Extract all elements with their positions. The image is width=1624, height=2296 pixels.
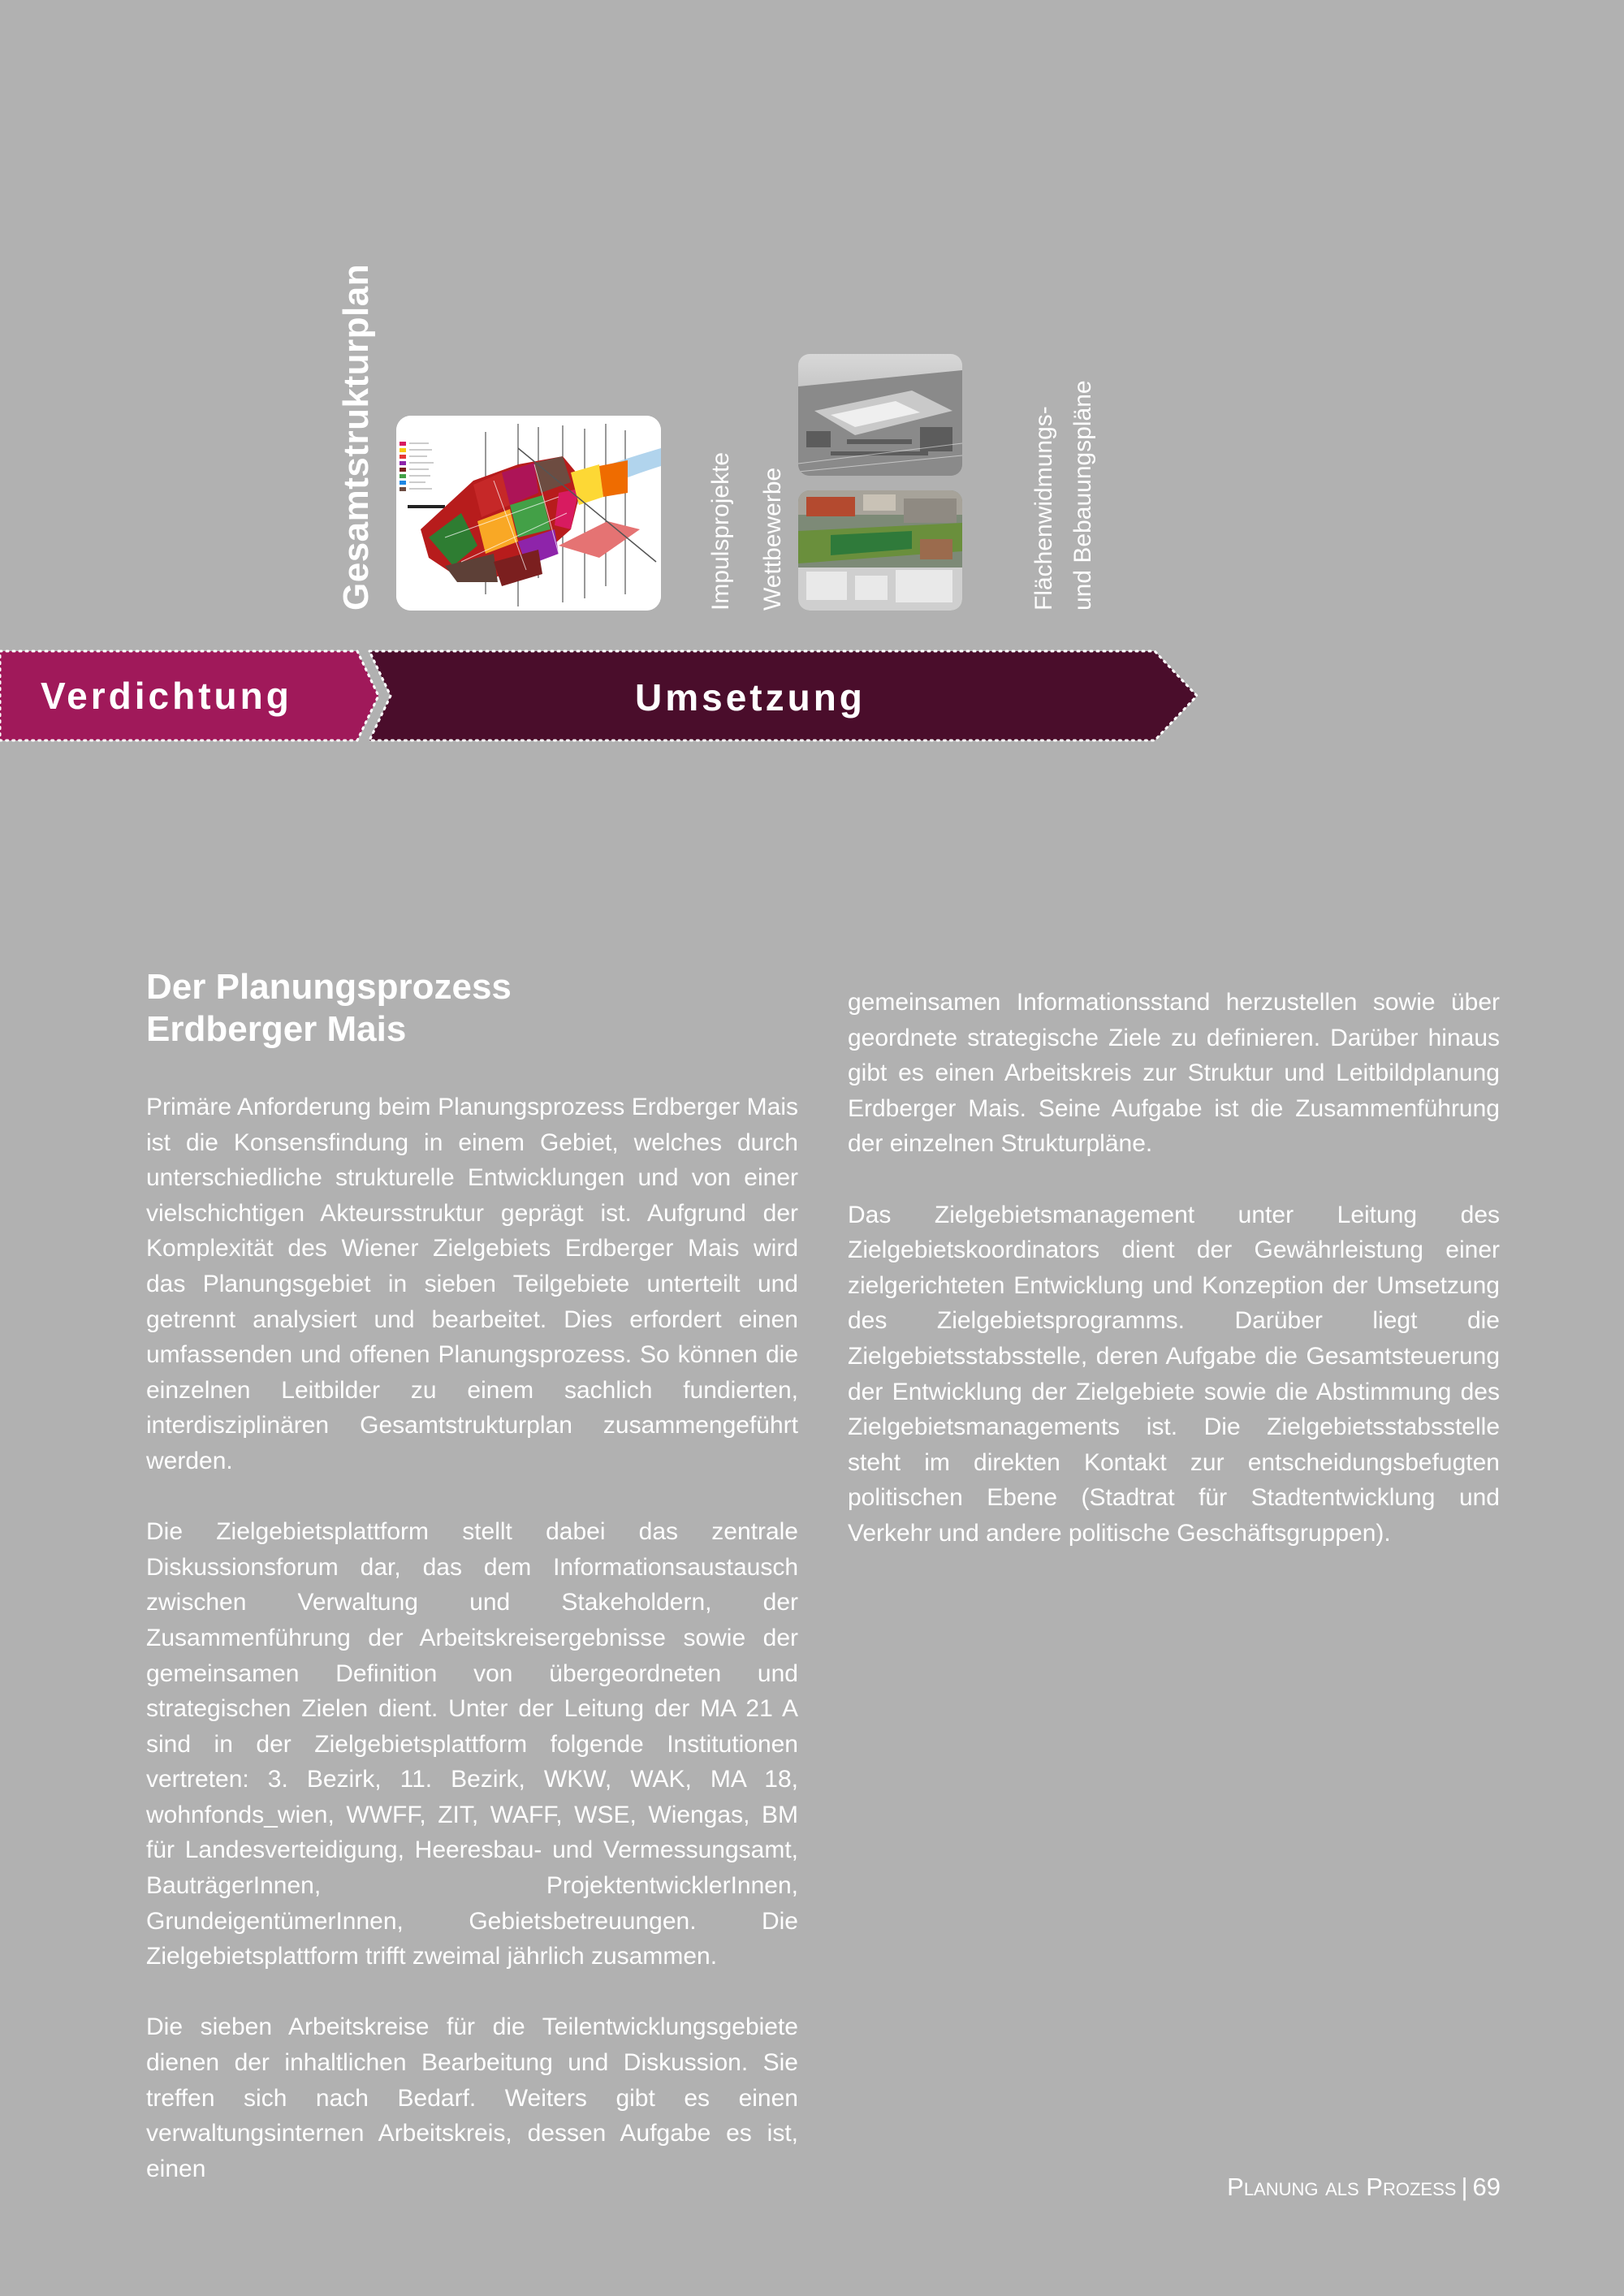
left-column xyxy=(146,1090,798,2186)
paragraph: Primäre Anforderung beim Planungsprozess Erdberger Mais ist die Konsensfindung in einem Gebiet, welches durch unterschiedliche strukturelle Entwicklungen und von einer vielschichtigen Akteursstruktur geprägt ist. Aufgrund der Komplexität des Wiener Zielgebiets Erdberger Mais wird das Planungsgebiet in sieben Teilgebiete unterteilt und getrennt analysiert und bearbeitet. Dies erfordert einen umfassenden und offenen Planungsprozess. So können die einzelnen Leitbilder zu einem sachlich fundierten, interdisziplinären Gesamtstrukturplan zusammengeführt werden. xyxy=(146,1094,798,1474)
paragraph: Das Zielgebietsmanagement unter Leitung des Zielgebietskoordinators dient der Gewährleistung einer zielgerichteten Entwicklung und Konzeption der Umsetzung des Zielgebietsprogramms. Darüber liegt die Zielgebietsstabsstelle, deren Aufgabe die Gesamtsteuerung der Entwicklung der Zielgebiete sowie die Abstimmung des Zielgebietsmanagements ist. Die Zielgebietsstabsstelle steht im direkten Kontakt zur entscheidungsbefugten politischen Ebene (Stadtrat für Stadtentwicklung und Verkehr und andere politische Geschäftsgruppen). xyxy=(848,1201,1500,1547)
page-footer xyxy=(1227,2173,1501,2202)
process-band xyxy=(0,650,1202,742)
phase-verdichtung-label: Verdichtung xyxy=(41,675,292,717)
label-impulsprojekte: Impulsprojekte xyxy=(707,451,734,611)
label-flaechenwidmung xyxy=(1025,357,1103,611)
article-title-line1: Der Planungsprozess xyxy=(146,967,512,1007)
label-flaechenwidmung-line2: und Bebauungspläne xyxy=(1069,380,1096,611)
paragraph: Die sieben Arbeitskreise für die Teilentwicklungsgebiete dienen der inhaltlichen Bearbeitung und Diskussion. Sie treffen sich nach Bedarf. Weiters gibt es einen verwaltungsinternen Arbeitskreis, dessen Aufgabe es ist, einen xyxy=(146,2013,798,2182)
article-title xyxy=(146,966,812,1051)
label-flaechenwidmung-line1: Flächenwidmungs- xyxy=(1030,406,1057,611)
paragraph: gemeinsamen Informationsstand herzustellen sowie über geordnete strategische Ziele zu definieren. Darüber hinaus gibt es einen Arbeitskreis zur Struktur und Leitbildplanung Erdberger Mais. Seine Aufgabe ist die Zusammenführung der einzelnen Strukturpläne. xyxy=(848,989,1500,1158)
gesamtstrukturplan-map-image xyxy=(396,416,661,611)
page-number: 69 xyxy=(1472,2173,1501,2201)
footer-section-title: Planung als Prozess xyxy=(1227,2173,1457,2201)
wettbewerbe-photo xyxy=(798,490,962,611)
label-wettbewerbe: Wettbewerbe xyxy=(759,467,786,611)
footer-separator: | xyxy=(1461,2173,1468,2201)
article-title-line2: Erdberger Mais xyxy=(146,1009,407,1049)
label-gesamtstrukturplan: Gesamtstrukturplan xyxy=(336,263,376,611)
paragraph: Die Zielgebietsplattform stellt dabei das zentrale Diskussionsforum dar, das dem Informationsaustausch zwischen Verwaltung und Stakeholdern, der Zusammenführung der Arbeitskreisergebnisse sowie der gemeinsamen Definition von übergeordneten und strategischen Zielen dient. Unter der Leitung der MA 21 A sind in der Zielgebietsplattform folgende Institutionen vertreten: 3. Bezirk, 11. Bezirk, WKW, WAK, MA 18, wohnfonds_wien, WWFF, ZIT, WAFF, WSE, Wiengas, BM für Landesverteidigung, Heeresbau- und Vermessungsamt, BauträgerInnen, ProjektentwicklerInnen, GrundeigentümerInnen, Gebietsbetreuungen. Die Zielgebietsplattform trifft zweimal jährlich zusammen. xyxy=(146,1518,798,1970)
right-column xyxy=(848,985,1500,1552)
phase-umsetzung-label: Umsetzung xyxy=(635,676,866,719)
impulsprojekte-photo xyxy=(798,354,962,476)
